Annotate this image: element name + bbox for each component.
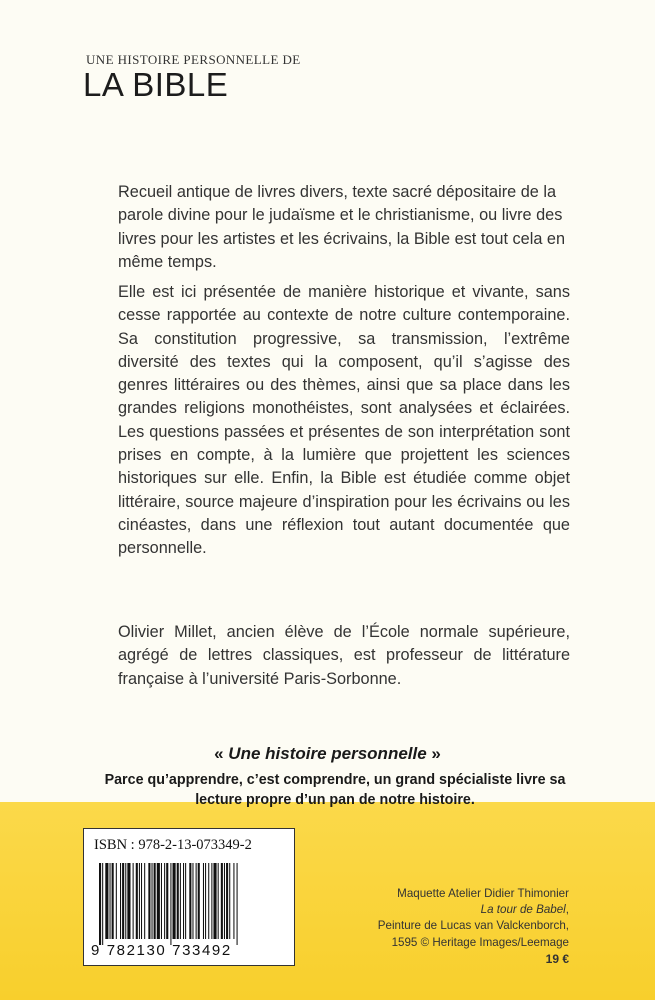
barcode-bar	[148, 863, 150, 939]
quote-close: »	[426, 744, 441, 763]
description-paragraph-2: Elle est ici présentée de manière historique et vivante, sans cesse rapportée au contexte de notre culture contemporaine. Sa constitution progressive, sa transmission, l’extrême diversité des textes qui la composent, qu’il s’agisse des genres littéraires ou des thèmes, ainsi que sa place dans les grandes religions monothéistes, sont analysées et éclairées. Les questions passées et présentes de son interprétation sont prises en compte, à la lumière que projettent les sciences historiques sur elle. Enfin, la Bible est étudiée comme objet littéraire, source majeure d’inspiration pour les écrivains ou les cinéastes, dans une réflexion tout autant documentée que personnelle.	[118, 283, 570, 558]
copyright-credit: 1595 © Heritage Images/Leemage	[391, 935, 569, 949]
barcode-bar	[189, 863, 191, 939]
barcode-bar	[161, 863, 162, 939]
barcode-bar	[164, 863, 165, 939]
barcode-bar	[183, 863, 184, 939]
isbn-label: ISBN : 978-2-13-073349-2	[94, 837, 252, 853]
barcode-icon	[93, 863, 285, 945]
barcode-bar	[102, 863, 103, 945]
barcode-bar	[180, 863, 181, 939]
painting-title: La tour de Babel	[480, 903, 566, 917]
barcode-bar	[221, 863, 223, 939]
barcode-bar	[133, 863, 134, 939]
barcode-bar	[112, 863, 114, 939]
painter-credit: Peinture de Lucas van Valckenborch,	[377, 919, 569, 933]
barcode-digits: 9 782130 733492	[91, 942, 232, 959]
barcode-bar	[136, 863, 138, 939]
collection-name-text: Une histoire personnelle	[228, 744, 427, 763]
barcode-box	[83, 828, 295, 966]
barcode-bar	[196, 863, 197, 939]
barcode-bar	[152, 863, 153, 939]
barcode-bar	[229, 863, 230, 939]
barcode-bar	[116, 863, 117, 939]
barcode-bar	[185, 863, 186, 939]
collection-name	[0, 744, 655, 764]
barcode-bar	[224, 863, 225, 939]
series-kicker: UNE HISTOIRE PERSONNELLE DE	[86, 52, 301, 67]
barcode-bar	[211, 863, 212, 939]
barcode-bar	[205, 863, 206, 939]
barcode-bar	[157, 863, 160, 939]
design-credit: Maquette Atelier Didier Thimonier	[397, 887, 569, 900]
book-title: LA BIBLE	[83, 66, 229, 103]
barcode-bar	[125, 863, 126, 939]
barcode-bar	[237, 863, 238, 945]
price: 19 €	[545, 951, 569, 966]
barcode-bar	[144, 863, 145, 939]
barcode-bar	[233, 863, 234, 939]
author-bio: Olivier Millet, ancien élève de l’École normale supérieure, agrégé de lettres classiques, est professeur de littérature française à l’université Paris-Sorbonne.	[118, 623, 570, 688]
barcode-bar	[105, 863, 108, 939]
barcode-bar	[154, 863, 156, 939]
barcode-bar	[110, 863, 111, 939]
barcode-bar	[198, 863, 200, 939]
barcode-bar	[213, 863, 216, 939]
barcode-bar	[173, 863, 176, 939]
painting-title-suffix: ,	[565, 903, 569, 917]
barcode-bar	[226, 863, 228, 939]
barcode-bar	[166, 863, 168, 939]
barcode-bar	[99, 863, 101, 945]
barcode-bar	[141, 863, 142, 939]
barcode-bar	[170, 863, 171, 945]
cover-credits	[378, 886, 569, 967]
barcode-bar	[208, 863, 209, 939]
quote-open: «	[214, 744, 229, 763]
barcode-bar	[120, 863, 121, 939]
collection-tagline: Parce qu’apprendre, c’est comprendre, un grand spécialiste livre sa lecture propre d’un pan de notre histoire.	[104, 772, 566, 808]
barcode-bar	[177, 863, 179, 939]
barcode-bar	[127, 863, 130, 939]
barcode-bar	[203, 863, 204, 939]
barcode-bar	[192, 863, 193, 939]
barcode-bar	[218, 863, 219, 939]
barcode-bar	[139, 863, 140, 939]
description-paragraph-1: Recueil antique de livres divers, texte sacré dépositaire de la parole divine pour le judaïsme et le christianisme, ou livre des livres pour les artistes et les écrivains, la Bible est tout cela en même temps.	[118, 183, 566, 271]
barcode-bar	[122, 863, 124, 939]
